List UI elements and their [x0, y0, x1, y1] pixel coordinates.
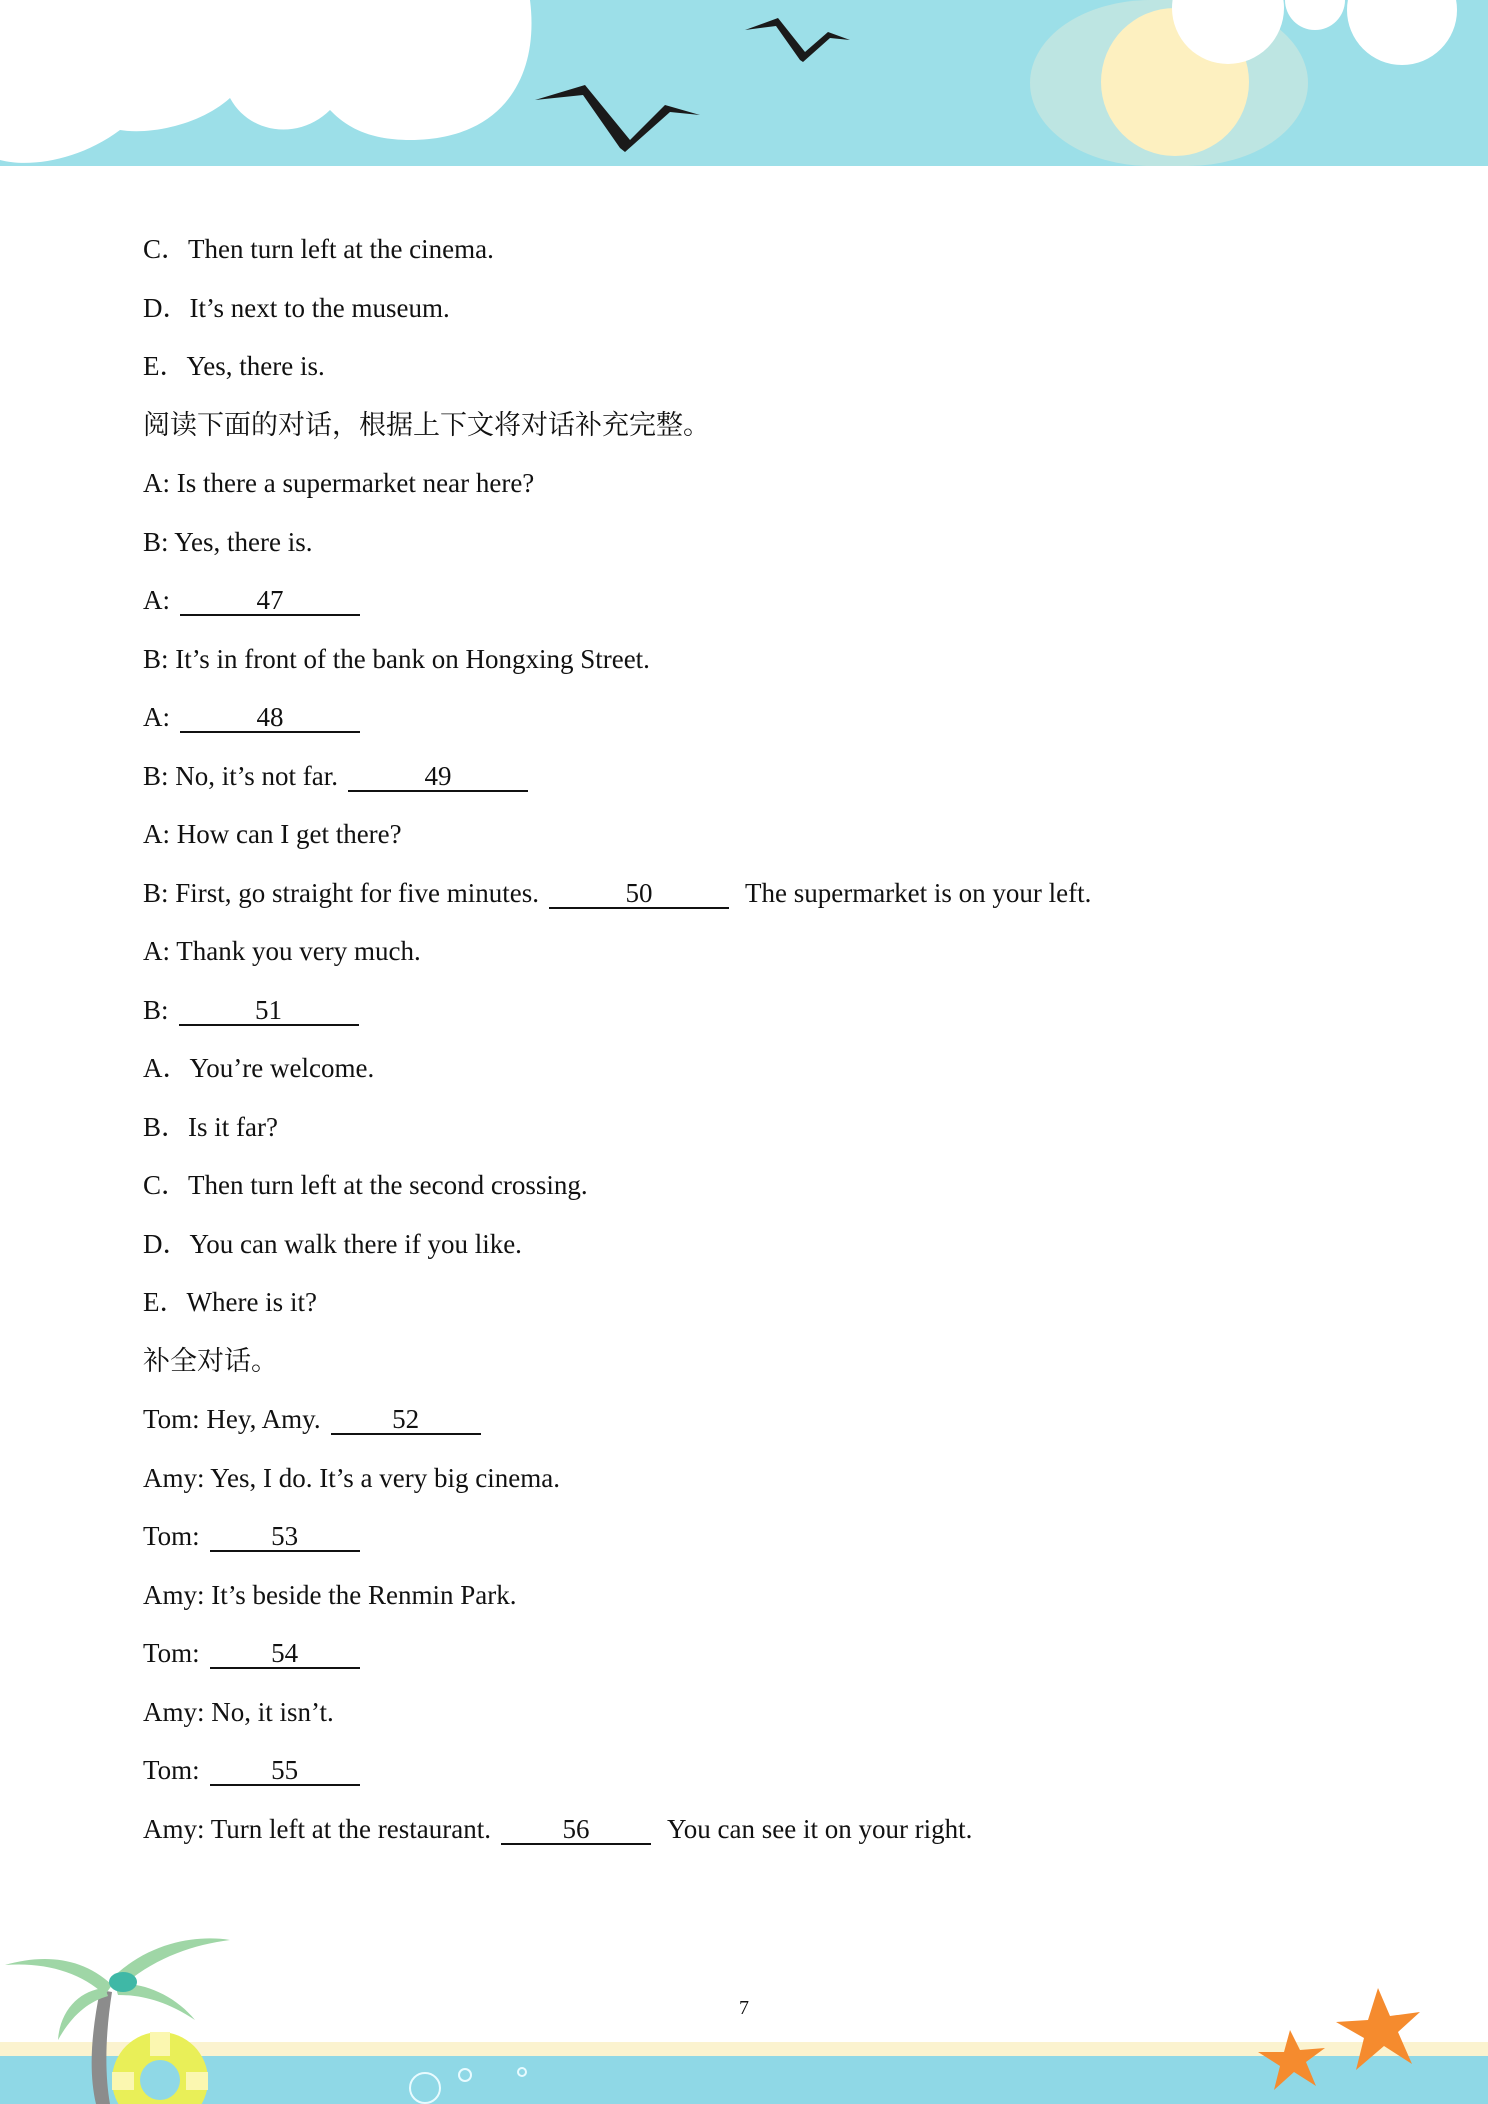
answer-blank[interactable]: 50 — [549, 879, 729, 909]
line-text: B: — [143, 994, 169, 1025]
text-line — [143, 513, 1393, 572]
text-line — [143, 220, 1393, 279]
text-line — [143, 279, 1393, 338]
coconut-icon — [109, 1972, 137, 1992]
line-text: A: How can I get there? — [143, 819, 402, 849]
answer-blank[interactable]: 56 — [501, 1815, 651, 1845]
text-line — [143, 1332, 1393, 1391]
line-text: B: First, go straight for five minutes. — [143, 877, 539, 908]
answer-blank[interactable]: 51 — [179, 996, 359, 1026]
text-line — [143, 571, 1393, 630]
text-line — [143, 922, 1393, 981]
text-line — [143, 805, 1393, 864]
text-line — [143, 1156, 1393, 1215]
line-text: D．It’s next to the museum. — [143, 292, 450, 323]
text-line — [143, 688, 1393, 747]
answer-blank[interactable]: 54 — [210, 1639, 360, 1669]
line-text-after: The supermarket is on your left. — [744, 877, 1092, 908]
text-line — [143, 1800, 1393, 1859]
text-line — [143, 454, 1393, 513]
line-text: E．Where is it? — [143, 1287, 317, 1317]
text-line — [143, 1273, 1393, 1332]
swim-ring-hole — [140, 2060, 180, 2100]
answer-blank[interactable]: 49 — [348, 762, 528, 792]
text-line — [143, 1215, 1393, 1274]
line-text: Tom: — [143, 1755, 200, 1785]
swim-ring-band — [112, 2072, 134, 2090]
line-text: Amy: Turn left at the restaurant. — [143, 1813, 491, 1844]
line-text: A: Thank you very much. — [143, 936, 421, 966]
text-line — [143, 1449, 1393, 1508]
swim-ring-band — [186, 2072, 208, 2090]
line-text: B: No, it’s not far. — [143, 760, 338, 791]
line-text: D．You can walk there if you like. — [143, 1228, 522, 1259]
page-number: 7 — [739, 1997, 749, 2019]
line-text-after: You can see it on your right. — [666, 1813, 973, 1844]
text-line — [143, 1039, 1393, 1098]
water-strip — [0, 2056, 1488, 2104]
text-line — [143, 1390, 1393, 1449]
line-text: C．Then turn left at the second crossing. — [143, 1170, 588, 1200]
text-line — [143, 1624, 1393, 1683]
answer-blank[interactable]: 48 — [180, 703, 360, 733]
line-text: B．Is it far? — [143, 1111, 278, 1142]
answer-blank[interactable]: 47 — [180, 586, 360, 616]
text-line — [143, 630, 1393, 689]
swim-ring-band — [150, 2032, 170, 2056]
answer-blank[interactable]: 55 — [210, 1756, 360, 1786]
text-line — [143, 1566, 1393, 1625]
text-line — [143, 337, 1393, 396]
footer-banner — [0, 1900, 1488, 2104]
line-text: A: — [143, 702, 170, 732]
line-text: 阅读下面的对话，根据上下文将对话补充完整。 — [143, 409, 710, 440]
text-line — [143, 1507, 1393, 1566]
text-line — [143, 864, 1393, 923]
text-line — [143, 1098, 1393, 1157]
line-text: 补全对话。 — [143, 1345, 278, 1376]
header-banner — [0, 0, 1488, 170]
text-line — [143, 1683, 1393, 1742]
line-text: A: Is there a supermarket near here? — [143, 468, 535, 498]
answer-blank[interactable]: 52 — [331, 1405, 481, 1435]
line-text: B: It’s in front of the bank on Hongxing Street. — [143, 643, 650, 674]
line-text: Amy: It’s beside the Renmin Park. — [143, 1579, 517, 1610]
line-text: Tom: — [143, 1521, 200, 1551]
line-text: Amy: Yes, I do. It’s a very big cinema. — [143, 1462, 560, 1493]
line-text: E．Yes, there is. — [143, 351, 325, 381]
line-text: C．Then turn left at the cinema. — [143, 234, 494, 264]
line-text: A: — [143, 585, 170, 615]
answer-blank[interactable]: 53 — [210, 1522, 360, 1552]
document-body — [143, 220, 1393, 1858]
line-text: Tom: Hey, Amy. — [143, 1404, 321, 1434]
text-line — [143, 396, 1393, 455]
line-text: Tom: — [143, 1638, 200, 1668]
line-text: A．You’re welcome. — [143, 1053, 375, 1083]
text-line — [143, 747, 1393, 806]
text-line — [143, 1741, 1393, 1800]
text-line — [143, 981, 1393, 1040]
line-text: Amy: No, it isn’t. — [143, 1696, 334, 1727]
line-text: B: Yes, there is. — [143, 526, 313, 557]
